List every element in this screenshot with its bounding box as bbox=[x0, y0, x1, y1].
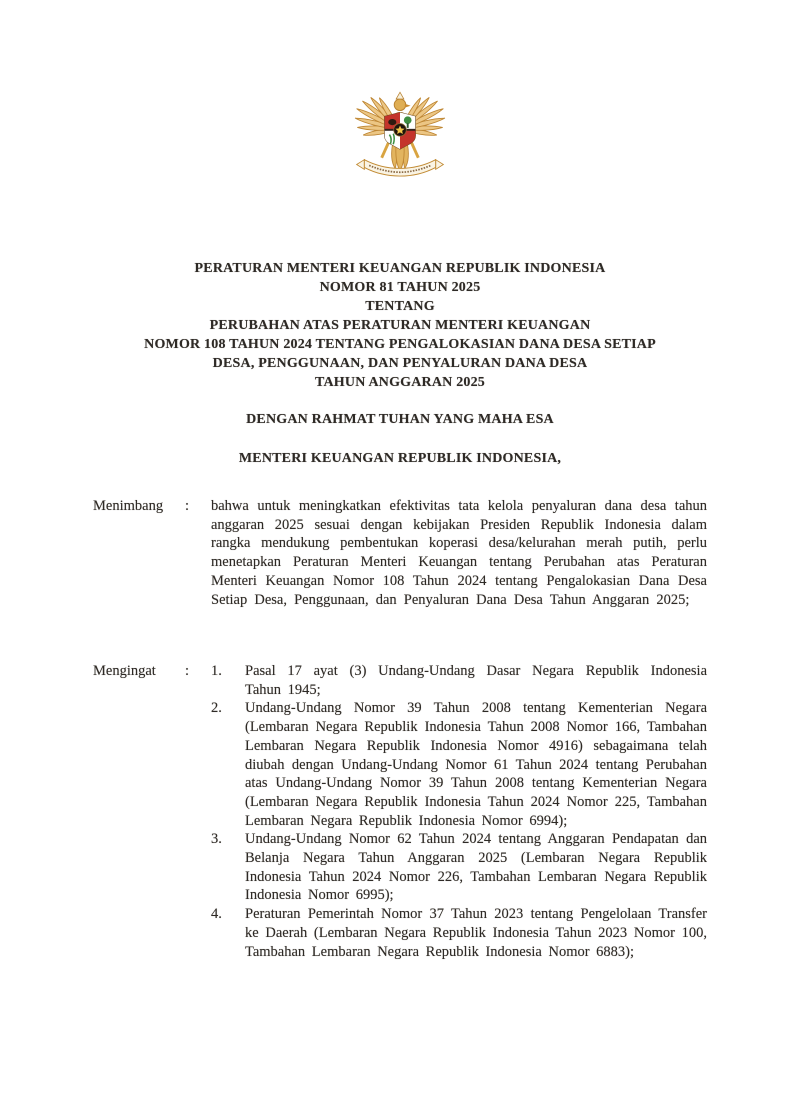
recalling-items bbox=[211, 662, 707, 961]
considering-label: Menimbang bbox=[93, 498, 164, 514]
title-line-subject-3: DESA, PENGGUNAAN, DAN PENYALURAN DANA DESA bbox=[212, 356, 588, 371]
recalling-label: Mengingat bbox=[93, 663, 156, 679]
legal-item-text: Undang-Undang Nomor 39 Tahun 2008 tentang Kementerian Negara (Lembaran Negara Republik Indonesia Tahun 2008 Nomor 166, Tambahan Lembaran Negara Republik Indonesia Nomor 4916) sebagaimana telah diubah dengan Undang-Undang Nomor 61 Tahun 2024 tentang Perubahan atas Undang-Undang Nomor 39 Tahun 2008 tentang Kementerian Negara (Lembaran Negara Republik Indonesia Tahun 2024 Nomor 225, Tambahan Lembaran Negara Republik Indonesia Nomor 6994); bbox=[245, 700, 707, 829]
legal-basis-item bbox=[211, 699, 707, 830]
title-line-year: TAHUN ANGGARAN 2025 bbox=[315, 375, 485, 390]
considering-clause bbox=[93, 497, 707, 609]
legal-basis-item bbox=[211, 905, 707, 961]
legal-item-number: 1. bbox=[211, 663, 222, 679]
legal-item-number: 2. bbox=[211, 700, 222, 717]
legal-basis-item bbox=[211, 662, 707, 699]
title-line-subject-1: PERUBAHAN ATAS PERATURAN MENTERI KEUANGAN bbox=[209, 318, 591, 333]
issuer-line: MENTERI KEUANGAN REPUBLIK INDONESIA, bbox=[238, 451, 562, 466]
legal-item-text: Peraturan Pemerintah Nomor 37 Tahun 2023 tentang Pengelolaan Transfer ke Daerah (Lembaran Negara Republik Indonesia Tahun 2023 Nomor 100, Tambahan Lembaran Negara Republik Indonesia Nomor 6883); bbox=[245, 906, 707, 960]
garuda-pancasila-icon bbox=[347, 64, 453, 186]
legal-item-number: 4. bbox=[211, 906, 222, 923]
invocation-line: DENGAN RAHMAT TUHAN YANG MAHA ESA bbox=[246, 412, 554, 427]
legal-item-text: Pasal 17 ayat (3) Undang-Undang Dasar Negara Republik Indonesia Tahun 1945; bbox=[245, 663, 707, 698]
considering-colon: : bbox=[185, 498, 190, 514]
recalling-colon: : bbox=[185, 663, 190, 679]
title-line-tentang: TENTANG bbox=[365, 299, 435, 314]
legal-basis-item bbox=[211, 830, 707, 905]
legal-item-text: Undang-Undang Nomor 62 Tahun 2024 tentang Anggaran Pendapatan dan Belanja Negara Tahun Anggaran 2025 (Lembaran Negara Republik Indonesia Tahun 2024 Nomor 226, Tambahan Lembaran Negara Republik Indonesia Nomor 6995); bbox=[245, 831, 707, 904]
title-line-number: NOMOR 81 TAHUN 2025 bbox=[319, 280, 481, 295]
regulation-title-block bbox=[40, 259, 760, 392]
recalling-clause bbox=[93, 662, 707, 961]
title-line-institution: PERATURAN MENTERI KEUANGAN REPUBLIK INDONESIA bbox=[194, 261, 606, 276]
considering-text: bahwa untuk meningkatkan efektivitas tata kelola penyaluran dana desa tahun anggaran 2025 sesuai dengan kebijakan Presiden Republik Indonesia dalam rangka mendukung pembentukan koperasi desa/kelurahan merah putih, perlu menetapkan Peraturan Menteri Keuangan tentang Perubahan atas Peraturan Menteri Keuangan Nomor 108 Tahun 2024 tentang Pengalokasian Dana Desa Setiap Desa, Penggunaan, dan Penyaluran Dana Desa Tahun Anggaran 2025; bbox=[211, 498, 707, 608]
title-line-subject-2: NOMOR 108 TAHUN 2024 TENTANG PENGALOKASIAN DANA DESA SETIAP bbox=[144, 337, 656, 352]
legal-item-number: 3. bbox=[211, 831, 222, 848]
garuda-pancasila-emblem bbox=[347, 64, 453, 186]
